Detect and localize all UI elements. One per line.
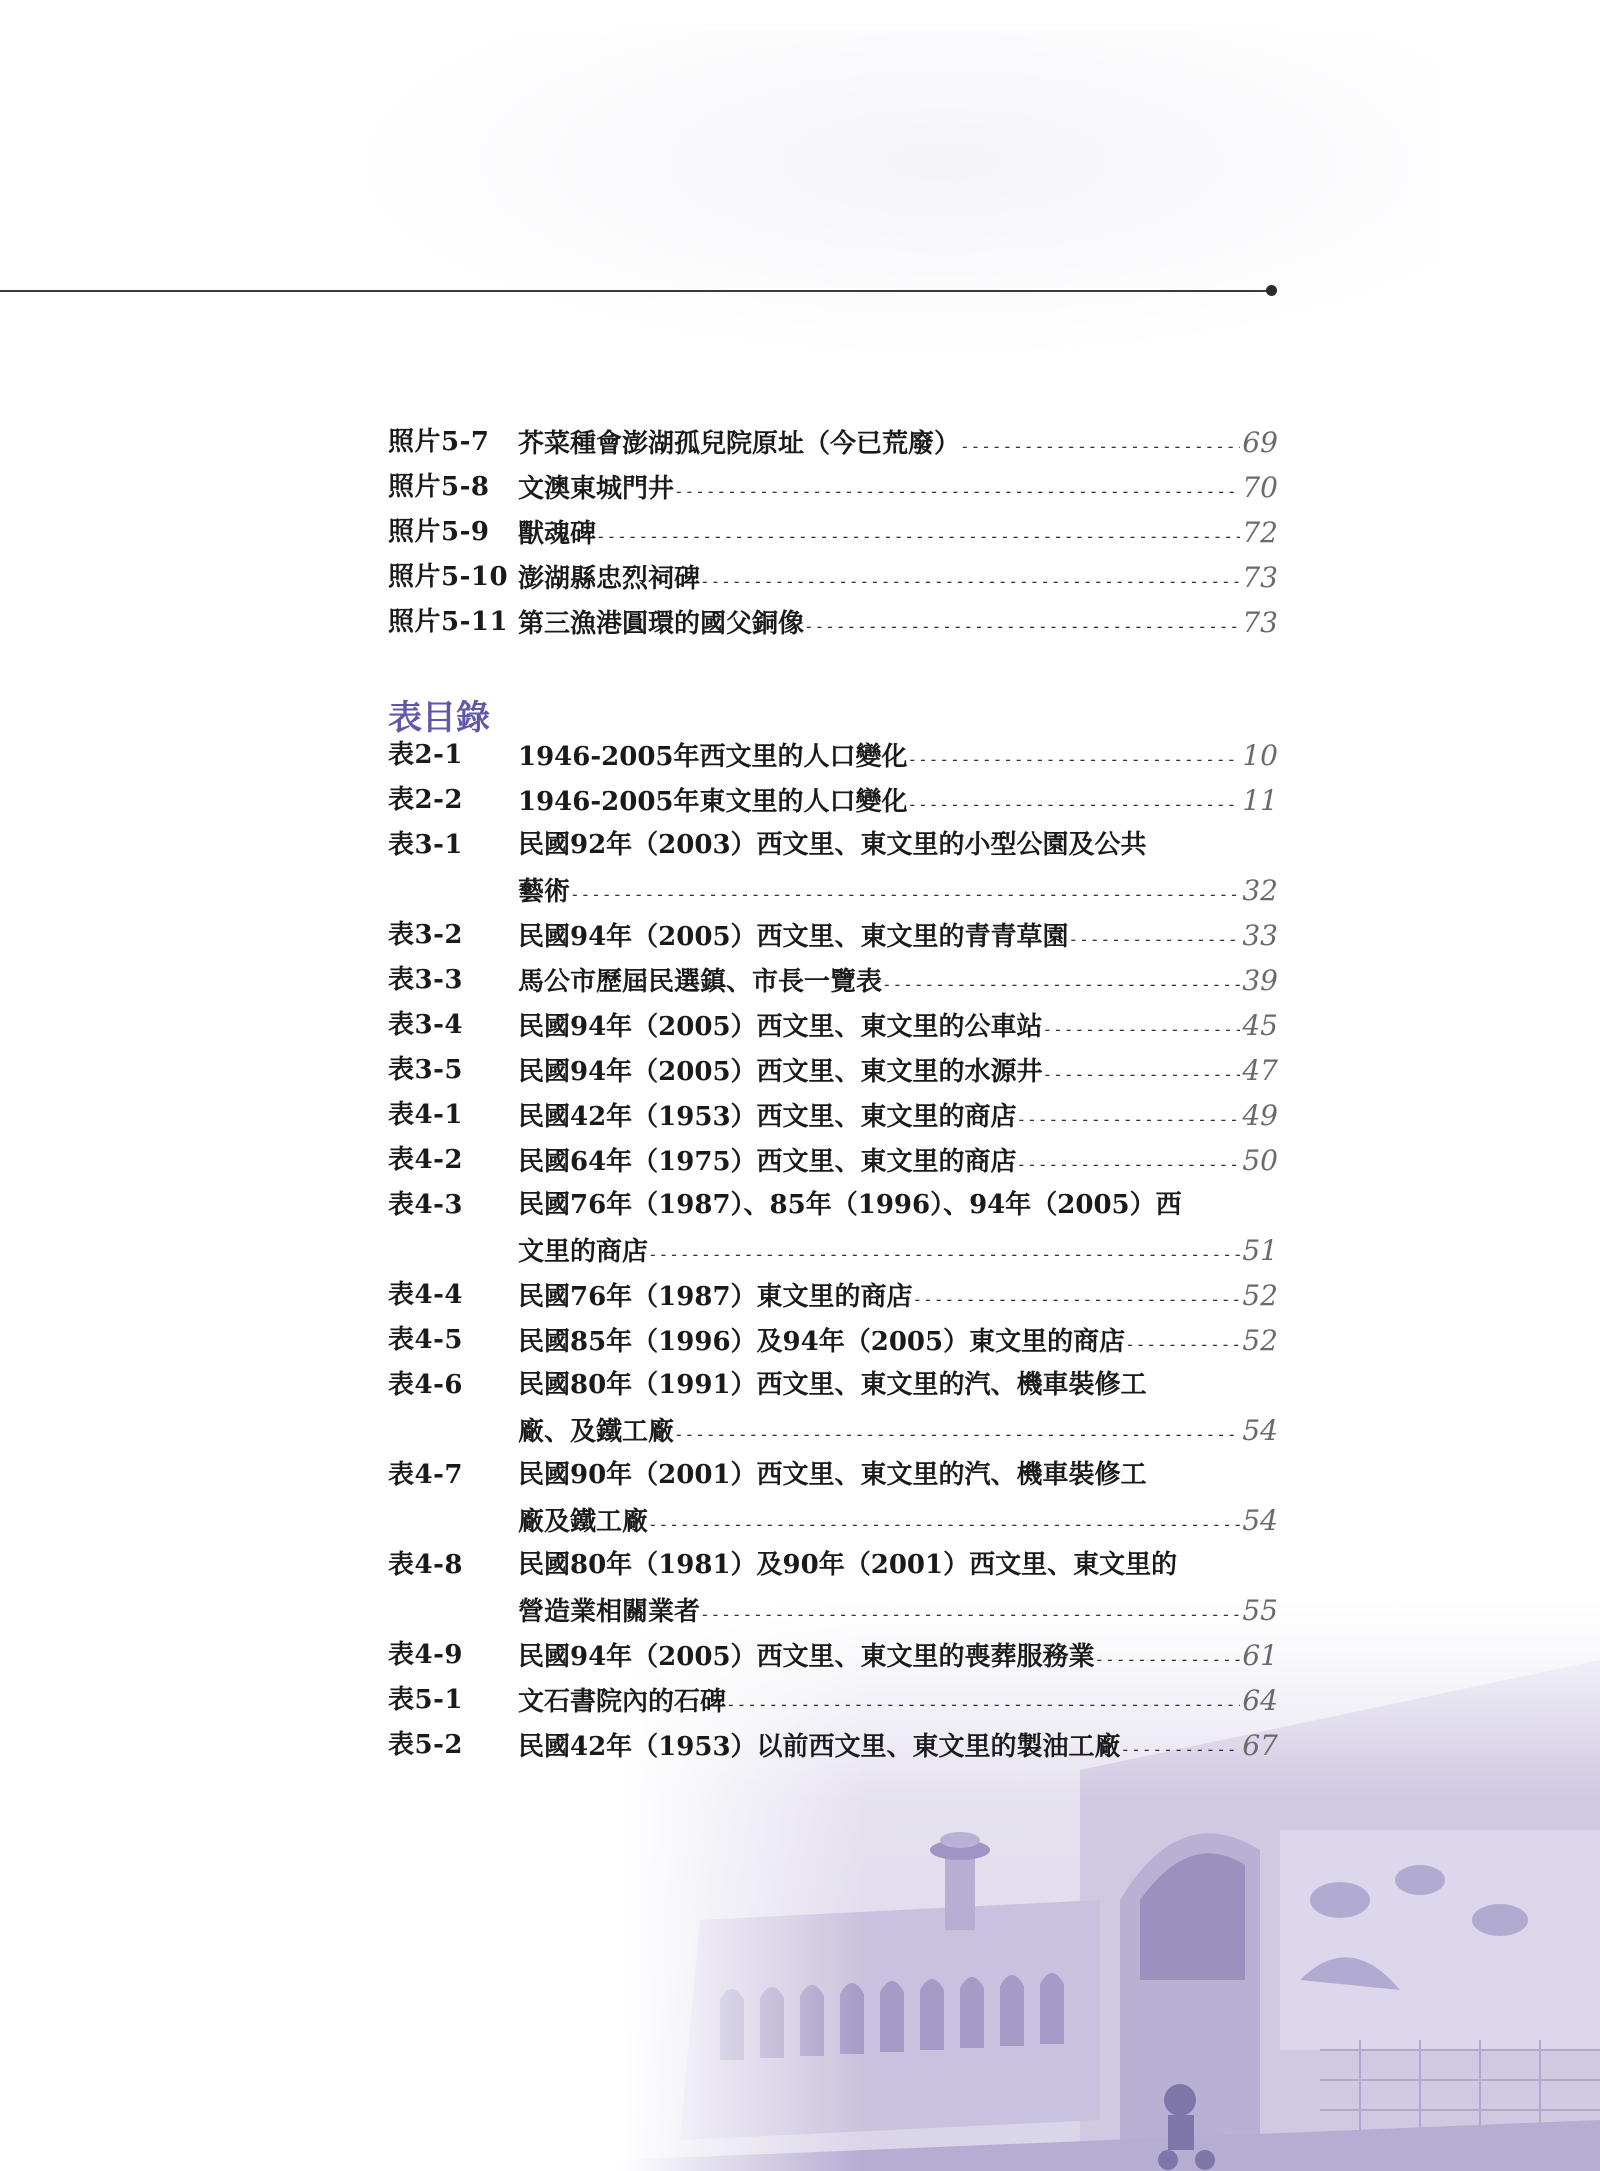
leader-dots [700, 559, 1240, 604]
list-item [388, 1273, 1278, 1318]
entry-number: 表3-5 [388, 1055, 463, 1085]
list-item [388, 1723, 1278, 1768]
leader-dots [1017, 1142, 1241, 1187]
entry-title: 文石書院內的石碑 [518, 1687, 727, 1717]
entry-page: 11 [1242, 784, 1278, 817]
list-item [388, 958, 1278, 1003]
leader-dots [913, 1277, 1241, 1322]
entry-page: 39 [1242, 964, 1278, 997]
entry-title: 藝術 [518, 877, 571, 907]
entry-page: 32 [1242, 874, 1278, 907]
entry-page: 54 [1242, 1414, 1278, 1447]
entry-number: 表4-2 [388, 1145, 463, 1175]
entry-title-line1: 民國80年（1981）及90年（2001）西文里、東文里的 [518, 1550, 1178, 1580]
entry-number: 表3-1 [388, 830, 463, 860]
list-item [388, 1048, 1278, 1093]
entry-number: 表3-4 [388, 1010, 463, 1040]
list-item [388, 1453, 1278, 1543]
leader-dots [674, 469, 1240, 514]
entry-page: 61 [1242, 1639, 1278, 1672]
entry-page: 67 [1242, 1729, 1278, 1762]
leader-dots [674, 1412, 1240, 1457]
leader-dots [648, 1502, 1240, 1547]
leader-dots [908, 782, 1241, 827]
entry-page: 73 [1242, 561, 1278, 594]
list-item [388, 733, 1278, 778]
entry-number: 照片5-10 [388, 562, 509, 592]
list-item [388, 778, 1278, 823]
leader-dots [1069, 917, 1241, 962]
leader-dots [960, 424, 1240, 469]
entry-number: 表4-9 [388, 1640, 463, 1670]
entry-title: 民國85年（1996）及94年（2005）東文里的商店 [518, 1327, 1126, 1357]
leader-dots [726, 1682, 1240, 1727]
entry-title: 廠及鐵工廠 [518, 1507, 649, 1537]
entry-title: 民國76年（1987）東文里的商店 [518, 1282, 913, 1312]
list-item [388, 1138, 1278, 1183]
entry-page: 54 [1242, 1504, 1278, 1537]
list-item [388, 465, 1278, 510]
entry-number: 表4-8 [388, 1550, 463, 1580]
leader-dots [882, 962, 1240, 1007]
leader-dots [1125, 1322, 1240, 1367]
entry-number: 表4-3 [388, 1190, 463, 1220]
entry-title: 民國42年（1953）西文里、東文里的商店 [518, 1102, 1017, 1132]
list-item [388, 1093, 1278, 1138]
leader-dots [1017, 1097, 1241, 1142]
entry-page: 47 [1242, 1054, 1278, 1087]
table-list [388, 733, 1278, 1768]
entry-page: 50 [1242, 1144, 1278, 1177]
entry-page: 33 [1242, 919, 1278, 952]
entry-title: 獸魂碑 [518, 519, 597, 549]
leader-dots [1095, 1637, 1241, 1682]
list-item [388, 1633, 1278, 1678]
entry-title-line1: 民國90年（2001）西文里、東文里的汽、機車裝修工 [518, 1460, 1147, 1490]
entry-title: 廠、及鐵工廠 [518, 1417, 675, 1447]
leader-dots [570, 872, 1240, 917]
entry-number: 表2-2 [388, 785, 463, 815]
list-item [388, 1363, 1278, 1453]
entry-number: 表4-1 [388, 1100, 463, 1130]
entry-number: 表4-7 [388, 1460, 463, 1490]
header-rule [0, 290, 1272, 292]
photo-list [388, 420, 1278, 645]
list-item [388, 555, 1278, 600]
entry-title: 第三漁港圓環的國父銅像 [518, 609, 805, 639]
entry-number: 照片5-9 [388, 517, 490, 547]
entry-number: 表4-5 [388, 1325, 463, 1355]
list-item [388, 823, 1278, 913]
entry-title-line1: 民國76年（1987）、85年（1996）、94年（2005）西 [518, 1190, 1182, 1220]
entry-title: 1946-2005年東文里的人口變化 [518, 787, 908, 817]
list-item [388, 913, 1278, 958]
entry-page: 49 [1242, 1099, 1278, 1132]
entry-number: 表2-1 [388, 740, 463, 770]
entry-page: 70 [1242, 471, 1278, 504]
entry-page: 73 [1242, 606, 1278, 639]
entry-title: 1946-2005年西文里的人口變化 [518, 742, 908, 772]
entry-number: 表4-6 [388, 1370, 463, 1400]
entry-number: 表3-3 [388, 965, 463, 995]
entry-title: 文澳東城門井 [518, 474, 675, 504]
leader-dots [908, 737, 1241, 782]
list-item [388, 1003, 1278, 1048]
entry-number: 照片5-8 [388, 472, 490, 502]
list-item [388, 1678, 1278, 1723]
entry-title: 民國94年（2005）西文里、東文里的公車站 [518, 1012, 1043, 1042]
header-rule-dot [1266, 285, 1277, 296]
header-decoration [340, 30, 1440, 360]
entry-page: 52 [1242, 1279, 1278, 1312]
entry-number: 表4-4 [388, 1280, 463, 1310]
leader-dots [648, 1232, 1240, 1277]
entry-title: 民國94年（2005）西文里、東文里的水源井 [518, 1057, 1043, 1087]
entry-number: 照片5-7 [388, 427, 490, 457]
entry-number: 表5-2 [388, 1730, 463, 1760]
entry-title: 民國94年（2005）西文里、東文里的青青草園 [518, 922, 1069, 952]
list-item [388, 510, 1278, 555]
entry-number: 表5-1 [388, 1685, 463, 1715]
entry-title: 文里的商店 [518, 1237, 649, 1267]
entry-title: 營造業相關業者 [518, 1597, 701, 1627]
entry-page: 64 [1242, 1684, 1278, 1717]
leader-dots [1121, 1727, 1241, 1772]
leader-dots [596, 514, 1240, 559]
entry-title: 澎湖縣忠烈祠碑 [518, 564, 701, 594]
leader-dots [804, 604, 1240, 649]
entry-page: 55 [1242, 1594, 1278, 1627]
entry-title: 民國94年（2005）西文里、東文里的喪葬服務業 [518, 1642, 1095, 1672]
leader-dots [1043, 1007, 1241, 1052]
section-heading: 表目錄 [388, 698, 490, 738]
leader-dots [700, 1592, 1240, 1637]
entry-page: 72 [1242, 516, 1278, 549]
entry-page: 51 [1242, 1234, 1278, 1267]
entry-page: 69 [1242, 426, 1278, 459]
entry-title: 馬公市歷屆民選鎮、市長一覽表 [518, 967, 883, 997]
entry-title-line1: 民國80年（1991）西文里、東文里的汽、機車裝修工 [518, 1370, 1147, 1400]
list-item [388, 1543, 1278, 1633]
entry-page: 10 [1242, 739, 1278, 772]
list-item [388, 1318, 1278, 1363]
entry-title-line1: 民國92年（2003）西文里、東文里的小型公園及公共 [518, 830, 1147, 860]
entry-title: 芥菜種會澎湖孤兒院原址（今已荒廢） [518, 429, 961, 459]
list-item [388, 420, 1278, 465]
entry-page: 45 [1242, 1009, 1278, 1042]
entry-title: 民國42年（1953）以前西文里、東文里的製油工廠 [518, 1732, 1121, 1762]
list-item [388, 1183, 1278, 1273]
entry-number: 表3-2 [388, 920, 463, 950]
list-item [388, 600, 1278, 645]
entry-page: 52 [1242, 1324, 1278, 1357]
leader-dots [1043, 1052, 1241, 1097]
entry-title: 民國64年（1975）西文里、東文里的商店 [518, 1147, 1017, 1177]
entry-number: 照片5-11 [388, 607, 509, 637]
